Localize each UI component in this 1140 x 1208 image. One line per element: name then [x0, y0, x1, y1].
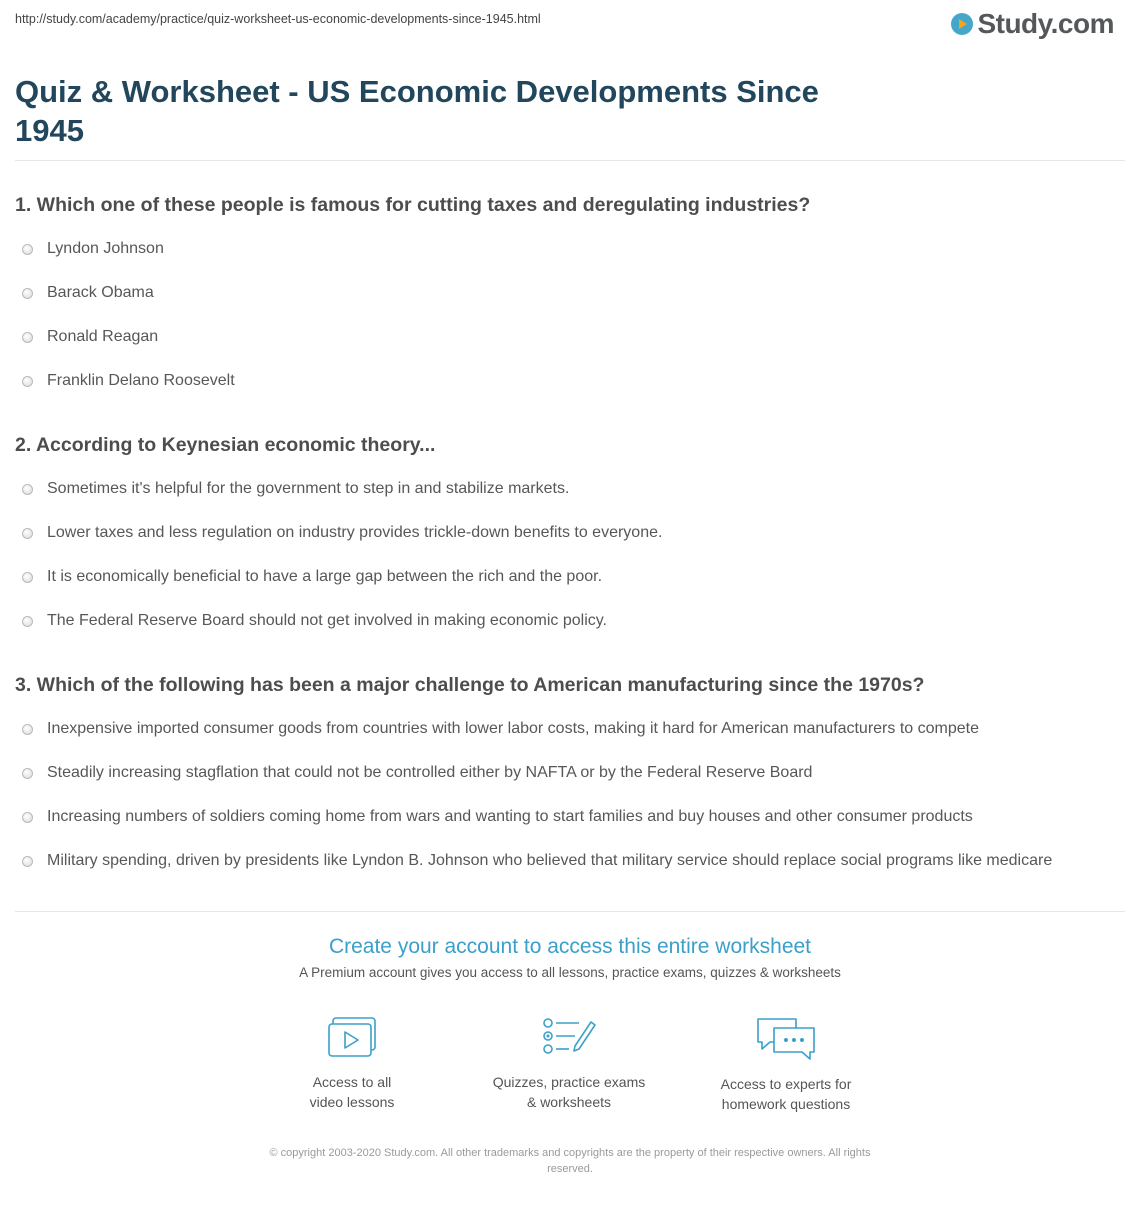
option-label: Inexpensive imported consumer goods from countries with lower labor costs, making it hard for American manufacturers to compete: [47, 720, 979, 737]
option-label: Barack Obama: [47, 284, 154, 301]
feature-label-line: video lessons: [309, 1094, 395, 1110]
radio-button-icon[interactable]: [22, 376, 33, 387]
radio-button-icon[interactable]: [22, 288, 33, 299]
radio-button-icon[interactable]: [22, 572, 33, 583]
option-label: Sometimes it's helpful for the government to step in and stabilize markets.: [47, 480, 570, 497]
option-1c[interactable]: [22, 328, 158, 346]
radio-button-icon[interactable]: [22, 484, 33, 495]
option-label: Increasing numbers of soldiers coming home from wars and wanting to start families and buy houses and other consumer products: [47, 808, 973, 825]
cta-subtitle: A Premium account gives you access to all lessons, practice exams, quizzes & worksheets: [299, 965, 841, 980]
option-label: The Federal Reserve Board should not get involved in making economic policy.: [47, 612, 607, 629]
option-3a[interactable]: [22, 720, 979, 738]
option-2b[interactable]: [22, 524, 662, 542]
radio-button-icon[interactable]: [22, 724, 33, 735]
video-lessons-icon: [326, 1016, 378, 1060]
option-2d[interactable]: [22, 612, 607, 630]
option-2a[interactable]: [22, 480, 569, 498]
copyright-line: © copyright 2003-2020 Study.com. All other trademarks and copyrights are the property of their respective owners. All rights: [269, 1147, 871, 1159]
copyright-line: reserved.: [547, 1163, 593, 1175]
divider: [15, 911, 1125, 912]
option-3d[interactable]: [22, 852, 1052, 870]
radio-button-icon[interactable]: [22, 616, 33, 627]
feature-label-line: Access to experts for: [720, 1076, 852, 1092]
option-label: Lower taxes and less regulation on industry provides trickle-down benefits to everyone.: [47, 524, 663, 541]
option-label: Ronald Reagan: [47, 328, 159, 345]
logo-text: Study.com: [977, 8, 1114, 39]
option-label: Military spending, driven by presidents like Lyndon B. Johnson who believed that military service should replace social programs like medicare: [47, 852, 1053, 869]
feature-experts: [686, 1016, 886, 1114]
radio-button-icon[interactable]: [22, 332, 33, 343]
option-3c[interactable]: [22, 808, 973, 826]
option-1b[interactable]: [22, 284, 154, 302]
study-logo[interactable]: [951, 8, 1114, 40]
radio-button-icon[interactable]: [22, 856, 33, 867]
option-1d[interactable]: [22, 372, 235, 390]
question-2: 2. According to Keynesian economic theory...: [15, 434, 436, 456]
radio-button-icon[interactable]: [22, 768, 33, 779]
chat-bubbles-icon: [754, 1016, 818, 1062]
radio-button-icon[interactable]: [22, 528, 33, 539]
question-1: 1. Which one of these people is famous for cutting taxes and deregulating industries?: [15, 194, 811, 216]
feature-label-line: & worksheets: [526, 1094, 612, 1110]
feature-video-lessons: [252, 1016, 452, 1112]
radio-button-icon[interactable]: [22, 244, 33, 255]
feature-quizzes: [469, 1016, 669, 1112]
page-url: http://study.com/academy/practice/quiz-worksheet-us-economic-developments-since-1945.html: [15, 12, 541, 26]
feature-label-line: Access to all: [312, 1074, 392, 1090]
radio-button-icon[interactable]: [22, 812, 33, 823]
feature-label-line: homework questions: [721, 1096, 851, 1112]
question-3: 3. Which of the following has been a major challenge to American manufacturing since the 1970s?: [15, 674, 925, 696]
option-2c[interactable]: [22, 568, 602, 586]
cta-title[interactable]: Create your account to access this entire worksheet: [328, 935, 812, 958]
option-3b[interactable]: [22, 764, 812, 782]
option-1a[interactable]: [22, 240, 164, 258]
page-title: Quiz & Worksheet - US Economic Developments Since 1945: [15, 74, 819, 148]
option-label: Lyndon Johnson: [47, 240, 164, 257]
divider: [15, 160, 1125, 161]
play-logo-icon: [951, 13, 973, 35]
feature-label-line: Quizzes, practice exams: [492, 1074, 646, 1090]
quiz-list-icon: [541, 1016, 597, 1060]
copyright: [210, 1145, 930, 1177]
option-label: It is economically beneficial to have a large gap between the rich and the poor.: [47, 568, 603, 585]
option-label: Steadily increasing stagflation that could not be controlled either by NAFTA or by the Federal Reserve Board: [47, 764, 813, 781]
option-label: Franklin Delano Roosevelt: [47, 372, 235, 389]
